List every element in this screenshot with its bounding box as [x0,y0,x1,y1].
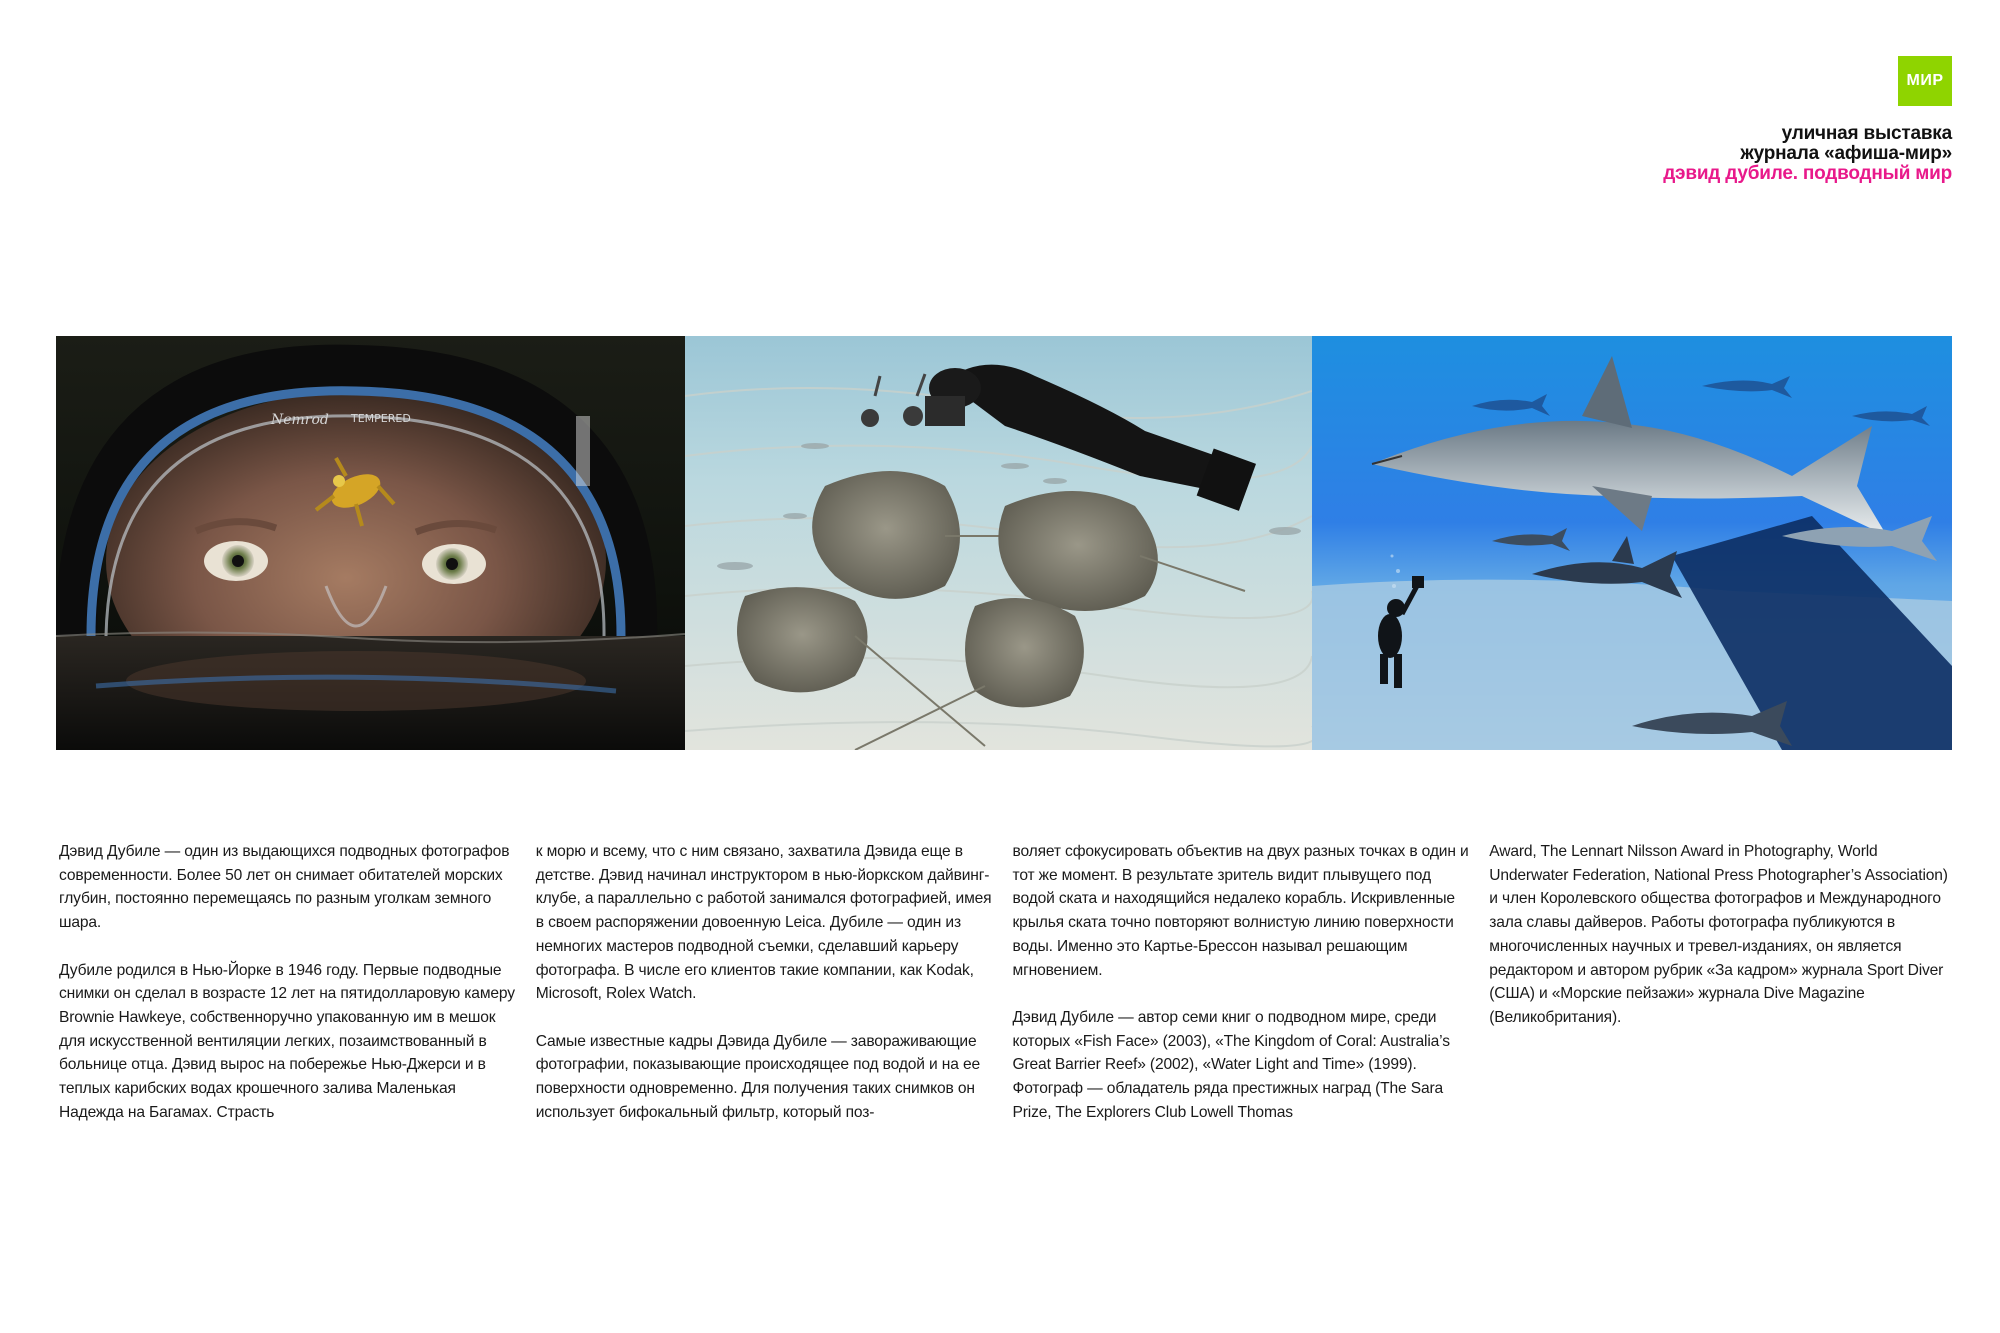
mask-tempered-text: TEMPERED [351,412,411,425]
photo-strip [56,336,1952,750]
diver-mask-image [56,336,685,750]
logo-text: МИР [1906,72,1944,89]
sharks-image [1312,336,1952,750]
col3-paragraph-1: воляет сфокусировать объектив на двух разных точках в один и тот же момент. В результате зритель видит плывущего под водой ската и находящийся недалеко корабль. Искривленные крылья ската точно повторяют волнистую линию поверхности воды. Именно это Картье-Брессон называл решающим мгновением. [1012,843,1469,979]
photo-sharks [1312,336,1952,750]
mir-logo [1898,56,1952,106]
article-columns [59,840,1952,1124]
article-column-2 [536,840,999,1124]
photo-diver-mask [56,336,685,750]
exhibition-header [1663,124,1952,184]
article-column-4 [1489,840,1952,1124]
col2-paragraph-1: к морю и всему, что с ним связано, захватила Дэвида еще в детстве. Дэвид начинал инструктором в нью-йоркском дайвинг-клубе, а параллельно с работой занимался фотографией, имея в своем распоряжении довоенную Leica. Дубиле — один из немногих мастеров подводной съемки, сделавший карьеру фотографа. В числе его клиентов такие компании, как Kodak, Microsoft, Rolex Watch. [535,843,992,1003]
col3-paragraph-2: Дэвид Дубиле — автор семи книг о подводном мире, среди которых «Fish Face» (2003), «The Kingdom of Coral: Australia’s Great Barrier Reef» (2002), «Water Light and Time» (1999). Фотограф — обладатель ряда престижных наград (The Sara Prize, The Explorers Club Lowell Thomas [1012,1008,1450,1121]
header-title: дэвид дубиле. подводный мир [1663,163,1952,184]
stingrays-image [685,336,1312,750]
col1-paragraph-1: Дэвид Дубиле — один из выдающихся подводных фотографов современности. Более 50 лет он снимает обитателей морских глубин, постоянно перемещаясь по разным уголкам земного шара. [59,843,510,932]
col4-paragraph-1: Award, The Lennart Nilsson Award in Photography, World Underwater Federation, National Press Photographer’s Association) и член Королевского общества фотографов и Международного зала славы дайверов. Работы фотографа публикуются в многочисленных научных и тревел-изданиях, он является редактором и автором рубрик «За кадром» журнала Sport Diver (США) и «Морские пейзажи» журнала Dive Magazine (Великобритания). [1489,843,1948,1026]
col1-paragraph-2: Дубиле родился в Нью-Йорке в 1946 году. Первые подводные снимки он сделал в возрасте 12 лет на пятидолларовую камеру Brownie Hawkeye, собственноручно упакованную им в мешок для искусственной вентиляции легких, позаимствованный в больнице отца. Дэвид вырос на побережье Нью-Джерси и в теплых карибских водах крошечного залива Маленькая Надежда на Багамах. Страсть [59,961,515,1121]
col2-paragraph-2: Самые известные кадры Дэвида Дубиле — завораживающие фотографии, показывающие происходящее под водой и на ее поверхности одновременно. Для получения таких снимков он использует бифокальный фильтр, который поз- [535,1032,980,1121]
header-line-1: уличная выставка [1781,123,1952,144]
mask-brand-text: Nemrod [271,412,329,428]
article-column-1 [59,840,522,1124]
article-column-3 [1013,840,1476,1124]
photo-stingrays [685,336,1312,750]
header-line-2: журнала «афиша-мир» [1740,143,1952,164]
